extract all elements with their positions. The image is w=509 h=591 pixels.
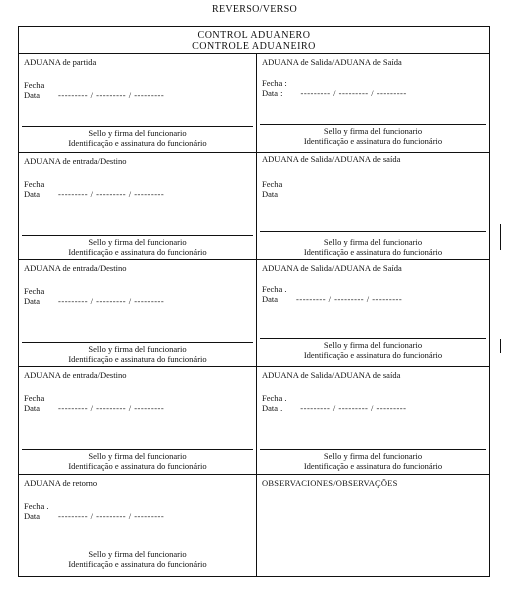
signature-caption-portuguese: Identificação e assinatura do funcionário (303, 247, 443, 257)
cell-heading: ADUANA de partida (24, 57, 97, 67)
date-data-label: Data (24, 189, 41, 199)
margin-mark (500, 339, 501, 353)
signature-caption-portuguese: Identificação e assinatura do funcionário (68, 138, 207, 148)
customs-cell-departure (19, 54, 256, 154)
signature-caption (257, 237, 489, 257)
signature-caption-portuguese: Identificação e assinatura do funcionário (303, 461, 443, 471)
date-data-label: Data (262, 189, 279, 199)
customs-cell-entry-1 (19, 153, 256, 261)
date-fecha-label: Fecha (24, 393, 45, 403)
date-field[interactable]: --------- / --------- / --------- (300, 403, 407, 413)
date-data-label: Data (24, 403, 41, 413)
date-fecha-label: Fecha . (262, 393, 287, 403)
signature-caption-spanish: Sello y firma del funcionario (323, 451, 423, 461)
form-title-spanish: CONTROL ADUANERO (197, 30, 311, 41)
date-fecha-label: Fecha . (24, 501, 49, 511)
cell-heading: ADUANA de entrada/Destino (24, 263, 127, 273)
date-data-row (24, 189, 164, 199)
signature-caption (19, 128, 256, 148)
cell-heading: ADUANA de Salida/ADUANA de Saída (262, 57, 402, 67)
page-header: REVERSO/VERSO (211, 4, 298, 15)
form-title-portuguese: CONTROLE ADUANEIRO (192, 41, 316, 52)
date-data-row (24, 511, 164, 521)
signature-caption-portuguese: Identificação e assinatura do funcionário (303, 350, 443, 360)
date-fecha-label: Fecha (24, 286, 45, 296)
customs-cell-exit-2 (257, 151, 489, 261)
date-data-label: Data . (262, 403, 283, 413)
observations-cell[interactable] (257, 475, 489, 576)
date-data-label: Data : (262, 88, 283, 98)
date-fecha-label: Fecha (24, 179, 45, 189)
date-field[interactable]: --------- / --------- / --------- (58, 403, 165, 413)
date-data-label: Data (24, 90, 41, 100)
signature-rule (260, 231, 486, 232)
date-fecha-label: Fecha (24, 80, 45, 90)
signature-caption-portuguese: Identificação e assinatura do funcionário (68, 461, 207, 471)
signature-rule (260, 124, 486, 125)
signature-caption (257, 451, 489, 471)
signature-caption-portuguese: Identificação e assinatura do funcionário (303, 136, 443, 146)
signature-caption-spanish: Sello y firma del funcionario (88, 237, 187, 247)
signature-caption (19, 237, 256, 257)
date-field[interactable]: --------- / --------- / --------- (58, 511, 165, 521)
signature-caption-spanish: Sello y firma del funcionario (323, 237, 423, 247)
cell-heading: ADUANA de entrada/Destino (24, 156, 127, 166)
date-data-row (24, 296, 164, 306)
cell-heading: ADUANA de entrada/Destino (24, 370, 127, 380)
customs-cell-entry-2 (19, 260, 256, 368)
date-data-row (262, 88, 407, 98)
customs-cell-exit-1 (257, 54, 489, 154)
signature-caption (257, 340, 489, 360)
customs-cell-exit-4 (257, 367, 489, 475)
date-data-row (262, 294, 402, 304)
observations-heading: OBSERVACIONES/OBSERVAÇÕES (262, 478, 398, 488)
signature-caption-portuguese: Identificação e assinatura do funcionário (68, 247, 207, 257)
signature-rule (260, 338, 486, 339)
signature-caption (19, 344, 256, 364)
signature-caption (19, 549, 256, 569)
date-data-row (262, 403, 406, 413)
signature-rule (260, 449, 486, 450)
cell-heading: ADUANA de Salida/ADUANA de saída (262, 370, 401, 380)
date-fecha-label: Fecha (262, 179, 283, 189)
signature-rule (22, 449, 253, 450)
signature-caption-portuguese: Identificação e assinatura do funcionário (68, 559, 207, 569)
signature-rule (22, 342, 253, 343)
cell-heading: ADUANA de Salida/ADUANA de saída (262, 154, 401, 164)
date-field[interactable]: --------- / --------- / --------- (58, 296, 165, 306)
signature-rule (22, 126, 253, 127)
date-data-row (24, 403, 164, 413)
customs-cell-entry-3 (19, 367, 256, 475)
signature-caption (257, 126, 489, 146)
form-title (19, 27, 489, 54)
signature-caption-portuguese: Identificação e assinatura do funcionário (68, 354, 207, 364)
signature-caption-spanish: Sello y firma del funcionario (88, 128, 187, 138)
date-data-row (262, 189, 278, 199)
signature-caption-spanish: Sello y firma del funcionario (88, 549, 187, 559)
margin-mark (500, 224, 501, 250)
date-data-label: Data (24, 296, 41, 306)
date-data-label: Data (24, 511, 41, 521)
date-field[interactable]: --------- / --------- / --------- (58, 189, 165, 199)
signature-caption (19, 451, 256, 471)
customs-control-form (18, 26, 490, 577)
customs-cell-return (19, 475, 256, 576)
signature-caption-spanish: Sello y firma del funcionario (323, 126, 423, 136)
date-field[interactable]: --------- / --------- / --------- (300, 88, 407, 98)
cell-heading: ADUANA de Salida/ADUANA de Saída (262, 263, 402, 273)
date-field[interactable]: --------- / --------- / --------- (296, 294, 403, 304)
customs-cell-exit-3 (257, 260, 489, 368)
signature-caption-spanish: Sello y firma del funcionario (88, 451, 187, 461)
signature-caption-spanish: Sello y firma del funcionario (323, 340, 423, 350)
date-fecha-label: Fecha : (262, 78, 287, 88)
signature-caption-spanish: Sello y firma del funcionario (88, 344, 187, 354)
date-data-label: Data (262, 294, 279, 304)
date-data-row (24, 90, 164, 100)
signature-rule (22, 235, 253, 236)
date-fecha-label: Fecha . (262, 284, 287, 294)
cell-heading: ADUANA de retorno (24, 478, 98, 488)
date-field[interactable]: --------- / --------- / --------- (58, 90, 165, 100)
